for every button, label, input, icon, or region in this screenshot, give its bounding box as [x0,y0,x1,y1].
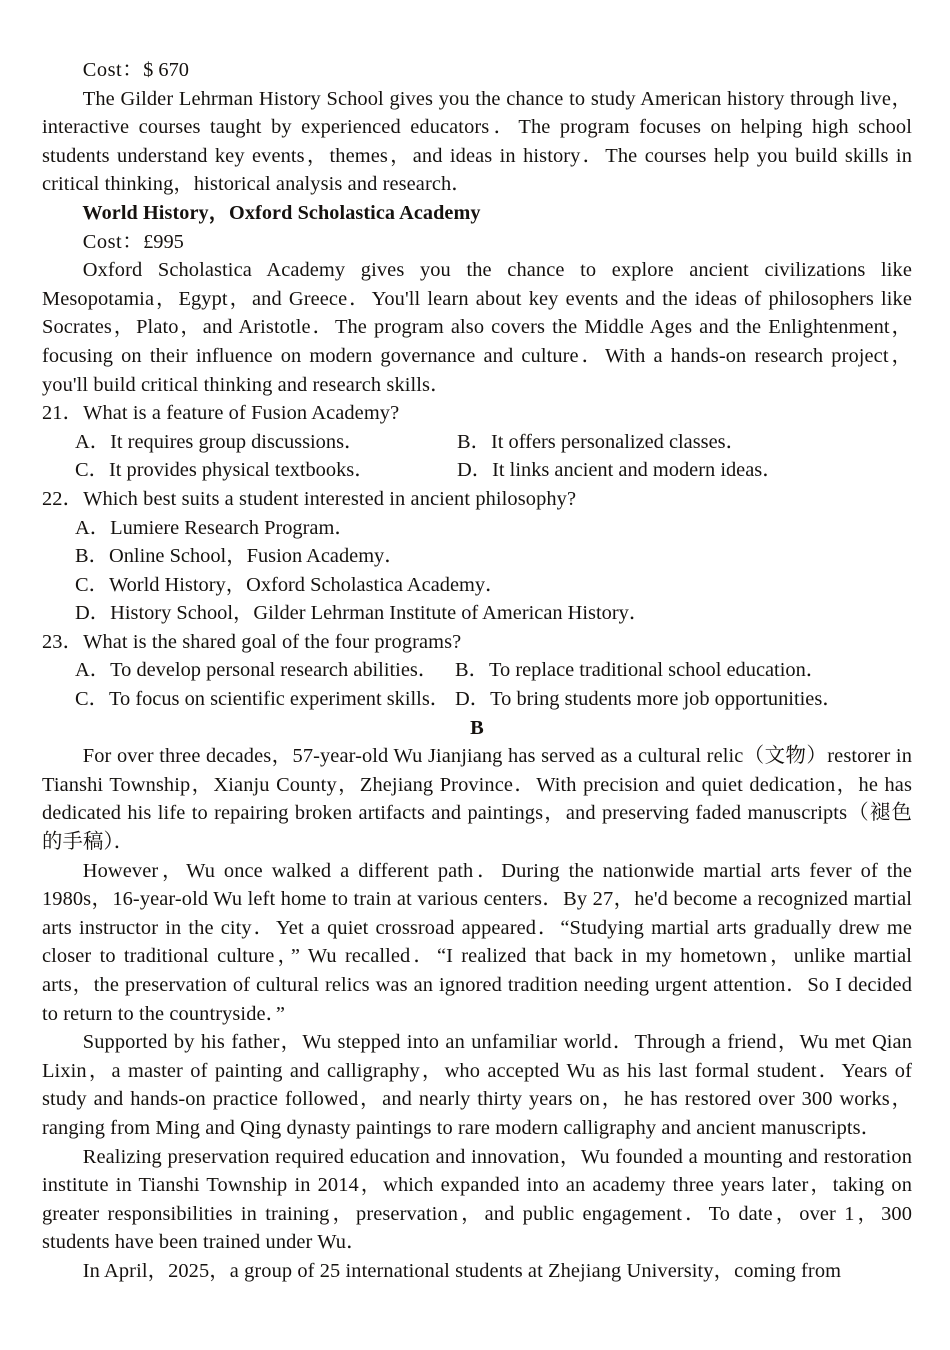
question-22-option-row-1 [42,514,912,543]
question-21-option-row-2 [42,456,912,485]
question-21-stem [42,399,912,428]
program-b-cost-label: Cost： [82,230,144,253]
page-body-column [42,56,912,1286]
question-22-stem [42,485,912,514]
question-21-option-b[interactable]: B．It offers personalized classes． [457,430,746,453]
question-22-option-d[interactable]: D．History School，Gilder Lehrman Institute of American History． [75,602,650,625]
question-22-option-row-3 [42,571,912,600]
section-b-paragraph-2: However，Wu once walked a different path．During the nationwide martial arts fever of the 1980s，16-year-old Wu left home to train at various centers．By 27，he'd become a recognized martial arts instructor in the city．Yet a quiet crossroad appeared．“Studying martial arts gradually drew me closer to traditional culture，” Wu recalled．“I realized that back in my hometown，unlike martial arts，the preservation of cultural relics was an ignored tradition needing urgent attention．So I decided to return to the countryside．” [42,859,912,1025]
question-23-option-c[interactable]: C．To focus on scientific experiment skills． [75,688,451,711]
question-22-text: Which best suits a student interested in ancient philosophy? [83,487,577,510]
question-23-option-a[interactable]: A．To develop personal research abilities． [75,659,439,682]
question-22-option-row-2 [42,542,912,571]
section-b-paragraph-5: In April，2025，a group of 25 international students at Zhejiang University，coming from [82,1259,842,1282]
question-21-options [42,428,912,485]
question-21-option-a[interactable]: A．It requires group discussions． [75,430,365,453]
question-23-option-row-1 [42,656,912,685]
question-23-option-b[interactable]: B．To replace traditional school education． [455,659,827,682]
program-a-description: The Gilder Lehrman History School gives you the chance to study American history through live，interactive courses taught by experienced educators．The program focuses on helping high school students understand key events，themes，and ideas in history．The courses help you build skills in critical thinking，historical analysis and research． [42,87,912,196]
question-21-option-d[interactable]: D．It links ancient and modern ideas． [457,459,783,482]
question-21-text: What is a feature of Fusion Academy? [83,402,400,425]
question-21-number: 21． [42,402,84,425]
question-22-options [42,514,912,628]
question-22-option-row-4 [42,599,912,628]
question-21-option-c[interactable]: C．It provides physical textbooks． [75,459,375,482]
program-b-description: Oxford Scholastica Academy gives you the chance to explore ancient civilizations like Mesopotamia，Egypt，and Greece．You'll learn about key events and the ideas of philosophers like Socrates，Plato，and Aristotle．The program also covers the Middle Ages and the Enlightenment，focusing on their influence on modern governance and culture．With a hands-on research project，you'll build critical thinking and research skills． [42,259,912,396]
program-b-heading: World History，Oxford Scholastica Academy [82,201,481,224]
question-23-stem [42,628,912,657]
question-22-option-c[interactable]: C．World History，Oxford Scholastica Academy． [75,573,506,596]
program-a-cost-label: Cost： [82,59,144,81]
program-a-cost-value: $ 670 [143,59,189,81]
question-22-number: 22． [42,487,84,510]
question-23-number: 23． [42,630,84,653]
program-b-cost-line [42,228,912,257]
question-23-option-row-2 [42,685,912,714]
program-b-cost-value: £995 [143,230,184,253]
question-23-text: What is the shared goal of the four programs? [83,630,462,653]
question-23-option-d[interactable]: D．To bring students more job opportunities． [455,688,843,711]
question-22-option-b[interactable]: B．Online School，Fusion Academy． [75,545,405,568]
section-b-paragraph-3: Supported by his father，Wu stepped into an unfamiliar world．Through a friend，Wu met Qian Lixin，a master of painting and calligraphy，who accepted Wu as his last formal student．Years of study and hands-on practice followed，and nearly thirty years on，he has restored over 300 works，ranging from Ming and Qing dynasty paintings to rare modern calligraphy and ancient manuscripts． [42,1031,912,1139]
program-a-cost-line [42,56,912,85]
question-22-option-a[interactable]: A．Lumiere Research Program． [75,516,355,539]
section-b-paragraph-1: For over three decades，57-year-old Wu Jianjiang has served as a cultural relic（文物）restorer in Tianshi Township，Xianju County，Zhejiang Province．With precision and quiet dedication，he has dedicated his life to repairing broken artifacts and paintings，and preserving faded manuscripts（褪色的手稿）． [42,745,912,854]
section-b-paragraph-4: Realizing preservation required education and innovation，Wu founded a mounting and restoration institute in Tianshi Township in 2014，which expanded into an academy three years later，taking on greater responsibilities in training，preservation，and public engagement．To date，over 1，300 students have been trained under Wu． [42,1145,912,1254]
section-b-letter: B [470,716,484,739]
question-23-options [42,656,912,713]
question-21-option-row-1 [42,428,912,457]
